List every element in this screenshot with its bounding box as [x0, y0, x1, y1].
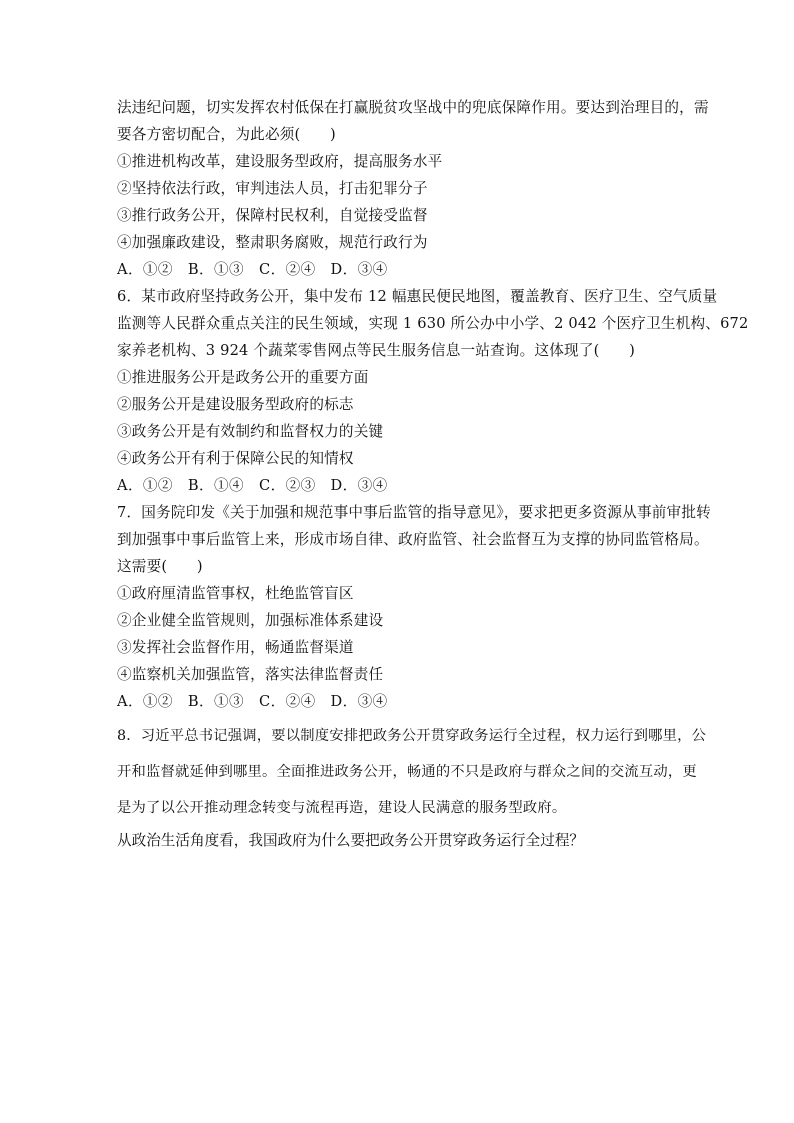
question-7-item: ③发挥社会监督作用，畅通监督渠道 [117, 639, 354, 656]
question-8 [117, 718, 707, 826]
question-6-stem-line: 监测等人民群众重点关注的民生领域，实现 1 630 所公办中小学、2 042 个医疗卫生机构、672 [117, 315, 749, 332]
question-7-stem-line: 这需要( ) [117, 558, 203, 575]
question-6-item: ④政务公开有利于保障公民的知情权 [117, 450, 354, 467]
question-5-item: ①推进机构改革，建设服务型政府，提高服务水平 [117, 153, 443, 170]
question-7-item: ④监察机关加强监管，落实法律监督责任 [117, 666, 384, 683]
question-7-item: ②企业健全监管规则，加强标准体系建设 [117, 612, 384, 629]
question-6-options: A．①② B．①④ C．②③ D．③④ [117, 477, 388, 494]
question-7 [117, 499, 711, 715]
question-5-stem-line: 法违纪问题，切实发挥农村低保在打赢脱贫攻坚战中的兜底保障作用。要达到治理目的，需 [117, 99, 709, 116]
question-5-item: ②坚持依法行政，审判违法人员，打击犯罪分子 [117, 180, 428, 197]
question-8-prompt: 从政治生活角度看，我国政府为什么要把政务公开贯穿政务运行全过程？ [117, 832, 585, 849]
question-5 [117, 94, 709, 283]
question-7-stem-line: 7．国务院印发《关于加强和规范事中事后监管的指导意见》，要求把更多资源从事前审批转 [117, 504, 711, 521]
question-8-stem-line: 8．习近平总书记强调，要以制度安排把政务公开贯穿政务运行全过程，权力运行到哪里，公 [117, 728, 707, 744]
question-5-item: ④加强廉政建设，整肃职务腐败，规范行政行为 [117, 234, 428, 251]
question-6-item: ①推进服务公开是政务公开的重要方面 [117, 369, 369, 386]
question-8-stem-line: 开和监督就延伸到哪里。全面推进政务公开，畅通的不只是政府与群众之间的交流互动，更 [117, 764, 697, 780]
worksheet-page [117, 94, 749, 856]
question-5-item: ③推行政务公开，保障村民权利，自觉接受监督 [117, 207, 428, 224]
question-7-options: A．①② B．①③ C．②④ D．③④ [117, 693, 388, 710]
question-7-item: ①政府厘清监管事权，杜绝监管盲区 [117, 585, 354, 602]
question-5-stem-line: 要各方密切配合，为此必须( ) [117, 126, 336, 143]
question-8-stem-line: 是为了以公开推动理念转变与流程再造，建设人民满意的服务型政府。 [117, 800, 567, 816]
question-6-item: ③政务公开是有效制约和监督权力的关键 [117, 423, 384, 440]
question-5-options: A．①② B．①③ C．②④ D．③④ [117, 261, 388, 278]
question-6-item: ②服务公开是建设服务型政府的标志 [117, 396, 354, 413]
question-7-stem-line: 到加强事中事后监管上来，形成市场自律、政府监管、社会监督互为支撑的协同监管格局。 [117, 531, 709, 548]
question-6 [117, 283, 749, 499]
question-6-stem-line: 家养老机构、3 924 个蔬菜零售网点等民生服务信息一站查询。这体现了( ) [117, 342, 636, 359]
question-6-stem-line: 6．某市政府坚持政务公开，集中发布 12 幅惠民便民地图，覆盖教育、医疗卫生、空气质量 [117, 288, 718, 305]
